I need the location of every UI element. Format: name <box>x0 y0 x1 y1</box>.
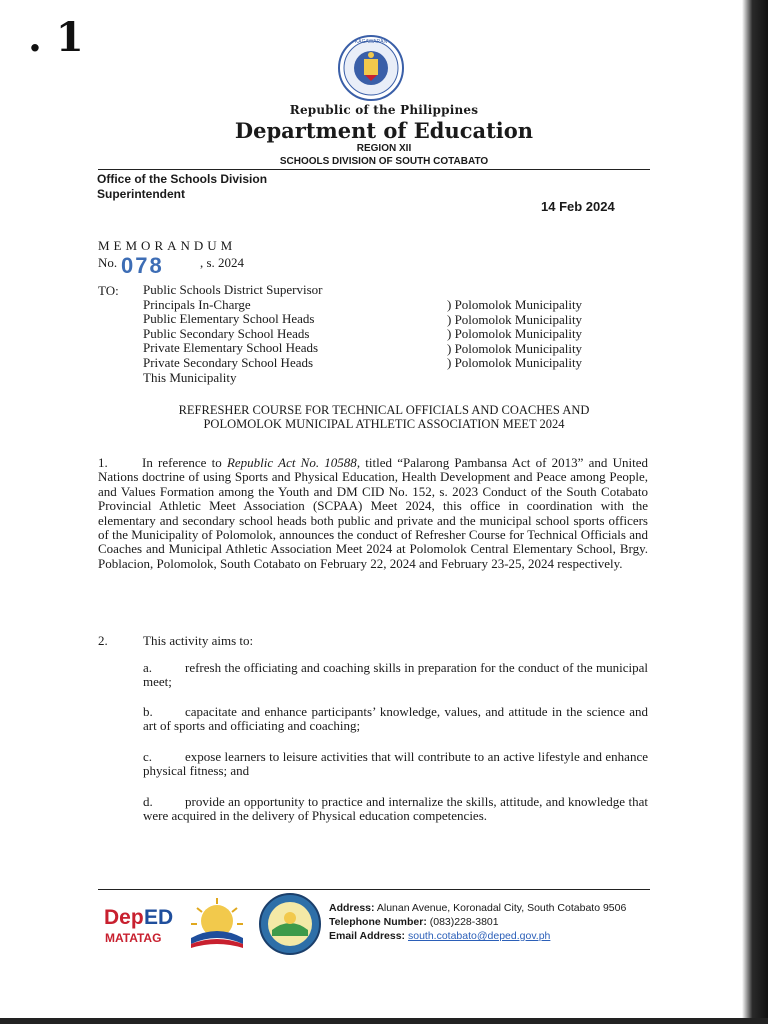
deped-matatag-logo <box>103 900 175 946</box>
memo-number-stamp: 078 <box>121 253 164 278</box>
recipient-item: Principals In-Charge <box>143 296 251 312</box>
item-text: expose learners to leisure activities that will contribute to an active lifestyle and enhance physical fitness; and <box>143 749 648 779</box>
footer-divider <box>98 889 650 890</box>
paragraph-number: 1. <box>98 455 108 470</box>
memo-title: MEMORANDUM <box>98 238 237 253</box>
paragraph-2 <box>98 633 253 649</box>
svg-text:Dep: Dep <box>104 906 144 929</box>
item-text: provide an opportunity to practice and internalize the skills, attitude, and knowledge that were acquired in the delivery of Physical education competencies. <box>143 794 648 824</box>
paragraph-text: , titled “Palarong Pambansa Act of 2013” and United Nations doctrine of using Sports and Physical Education, Health Development and Peace among People, and Values Formation among the Youth and DM CID No. 152, s. 2023 Conduct of the South Cotabato Provincial Athletic Meet Association (SCPAA) Meet 2024, this office in coordination with the elementary and secondary school heads both public and private and the municipal school sports officers of the Municipality of Polomolok, announces the conduct of Refresher Course for Technical Officials and Coaches and Municipal Athletic Association Meet 2024 at Polomolok Central Elementary School, Brgy. Poblacion, Polomolok, South Cotabato on February 22, 2024 and February 23-25, 2024 respectively. <box>98 455 649 571</box>
memo-subject <box>0 403 768 431</box>
office-label <box>97 172 267 202</box>
deped-seal-icon <box>337 34 405 102</box>
objective-item <box>143 661 648 690</box>
office-line-1: Office of the Schools Division <box>97 172 268 186</box>
objective-item <box>143 750 648 779</box>
subject-line-1: REFRESHER COURSE FOR TECHNICAL OFFICIALS AND COACHES AND <box>178 403 590 417</box>
paragraph-number: 2. <box>98 633 108 648</box>
municipality-item: ) Polomolok Municipality <box>447 326 583 342</box>
sdo-south-cotabato-seal <box>258 892 322 956</box>
scan-edge-bottom <box>0 1018 768 1024</box>
division-heading: SCHOOLS DIVISION OF SOUTH COTABATO <box>279 156 489 167</box>
department-heading: Department of Education <box>234 118 534 143</box>
email-line <box>329 929 626 943</box>
recipient-item: This Municipality <box>143 369 237 385</box>
address-line <box>329 901 626 915</box>
municipality-item: ) Polomolok Municipality <box>447 340 583 356</box>
item-label: a. <box>143 660 153 675</box>
objective-item <box>143 705 648 734</box>
memo-year: , s. 2024 <box>200 255 245 270</box>
region-heading: REGION XII <box>356 143 412 154</box>
to-label: TO: <box>98 283 119 298</box>
municipality-list <box>447 298 582 371</box>
phone-label: Telephone Number: <box>329 916 427 928</box>
svg-text:MATATAG: MATATAG <box>105 931 162 945</box>
recipient-item: Public Secondary School Heads <box>143 325 310 341</box>
header-divider <box>98 169 650 170</box>
address-value: Alunan Avenue, Koronadal City, South Cotabato 9506 <box>374 902 627 914</box>
email-label: Email Address: <box>329 930 406 942</box>
memo-no-label: No. <box>98 255 118 270</box>
item-label: d. <box>143 794 153 809</box>
item-text: refresh the officiating and coaching skills in preparation for the conduct of the municipal meet; <box>143 660 648 690</box>
address-label: Address: <box>329 902 375 914</box>
municipality-item: ) Polomolok Municipality <box>447 297 583 312</box>
svg-text:ED: ED <box>144 906 174 929</box>
recipient-list <box>143 283 322 385</box>
paragraph-1 <box>98 456 648 571</box>
paragraph-text: This activity aims to: <box>143 633 254 648</box>
bagong-pilipinas-logo <box>185 894 249 952</box>
objective-item <box>143 795 648 824</box>
recipient-item: Public Elementary School Heads <box>143 311 315 327</box>
subject-line-2: POLOMOLOK MUNICIPAL ATHLETIC ASSOCIATION MEET 2024 <box>203 417 565 431</box>
item-text: capacitate and enhance participants’ knowledge, values, and attitude in the science and art of sports and officiating and coaching; <box>143 704 648 734</box>
law-reference: Republic Act No. 10588 <box>226 455 357 470</box>
handwritten-mark: . 1 <box>28 14 84 61</box>
item-label: c. <box>143 749 153 764</box>
republic-heading: Republic of the Philippines <box>289 103 479 117</box>
svg-text:KAGAWARAN: KAGAWARAN <box>354 39 388 45</box>
office-line-2: Superintendent <box>97 187 186 201</box>
recipient-item: Public Schools District Supervisor <box>143 282 323 297</box>
recipient-item: Private Secondary School Heads <box>143 354 314 370</box>
paragraph-text: In reference to <box>142 455 227 470</box>
phone-line <box>329 915 626 929</box>
recipient-item: Private Elementary School Heads <box>143 340 319 356</box>
footer-contact <box>329 901 626 943</box>
item-label: b. <box>143 704 153 719</box>
municipality-item: ) Polomolok Municipality <box>447 355 583 371</box>
email-link[interactable]: south.cotabato@deped.gov.ph <box>407 930 551 942</box>
phone-value: (083)228-3801 <box>426 916 499 928</box>
memo-date: 14 Feb 2024 <box>541 199 615 214</box>
municipality-item: ) Polomolok Municipality <box>447 311 583 327</box>
